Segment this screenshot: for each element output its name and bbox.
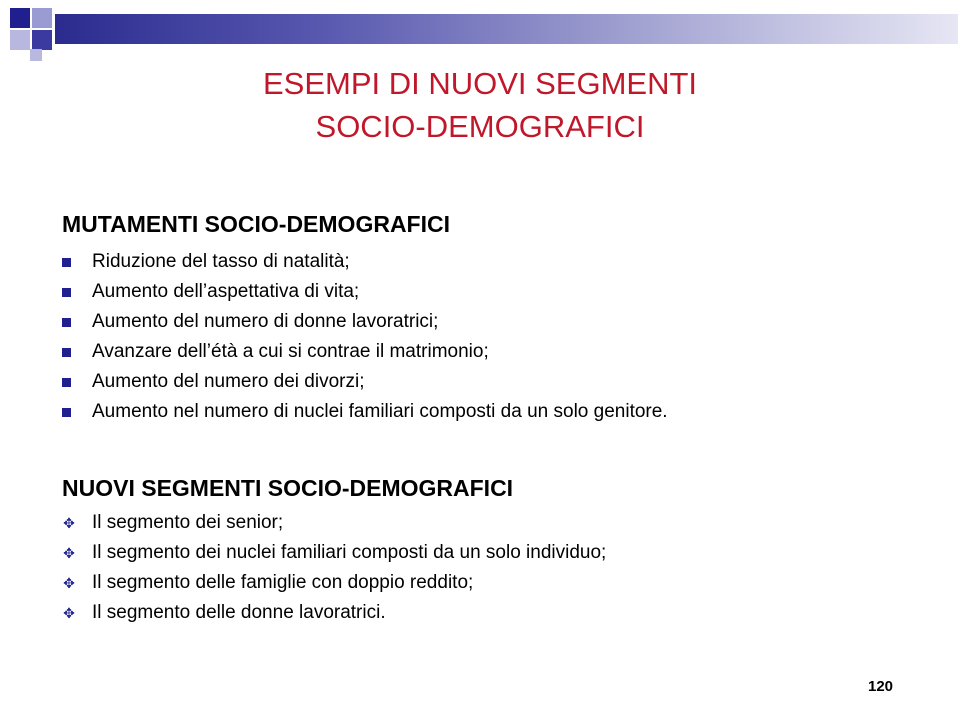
list-item — [62, 247, 668, 277]
section-heading-nuovi-segmenti: NUOVI SEGMENTI SOCIO-DEMOGRAFICI — [62, 475, 514, 501]
list-mutamenti — [62, 247, 668, 427]
list-item — [62, 538, 606, 568]
list-item — [62, 508, 606, 538]
header-gradient-bar — [55, 14, 958, 44]
corner-square-icon — [30, 49, 42, 61]
list-item-text: Riduzione del tasso di natalità; — [92, 251, 350, 272]
page-number: 120 — [868, 678, 894, 695]
four-point-star-bullet-icon: ✥ — [63, 545, 75, 561]
section-heading-mutamenti: MUTAMENTI SOCIO-DEMOGRAFICI — [62, 211, 450, 237]
square-bullet-icon — [62, 288, 71, 297]
list-item — [62, 307, 668, 337]
list-item-text: Aumento dell’aspettativa di vita; — [92, 281, 360, 302]
corner-square-icon — [10, 30, 30, 50]
square-bullet-icon — [62, 318, 71, 327]
four-point-star-bullet-icon: ✥ — [63, 515, 75, 531]
list-item-text: Il segmento dei senior; — [92, 512, 284, 533]
list-item-text: Aumento del numero dei divorzi; — [92, 371, 365, 392]
slide-title — [0, 62, 960, 148]
four-point-star-bullet-icon: ✥ — [63, 605, 75, 621]
list-item-text: Il segmento delle famiglie con doppio reddito; — [92, 572, 474, 593]
list-item-text: Il segmento delle donne lavoratrici. — [92, 602, 386, 623]
square-bullet-icon — [62, 408, 71, 417]
square-bullet-icon — [62, 348, 71, 357]
square-bullet-icon — [62, 258, 71, 267]
square-bullet-icon — [62, 378, 71, 387]
four-point-star-bullet-icon: ✥ — [63, 575, 75, 591]
corner-square-icon — [10, 8, 30, 28]
corner-square-icon — [32, 8, 52, 28]
list-item — [62, 277, 668, 307]
list-item — [62, 367, 668, 397]
list-item-text: Il segmento dei nuclei familiari composti da un solo individuo; — [92, 542, 607, 563]
list-item-text: Aumento nel numero di nuclei familiari composti da un solo genitore. — [92, 401, 668, 422]
list-item-text: Avanzare dell’étà a cui si contrae il matrimonio; — [92, 341, 489, 362]
corner-square-icon — [32, 30, 52, 50]
list-item — [62, 598, 606, 628]
list-nuovi-segmenti — [62, 508, 606, 628]
list-item-text: Aumento del numero di donne lavoratrici; — [92, 311, 439, 332]
slide-title-line-2: SOCIO-DEMOGRAFICI — [315, 109, 645, 144]
slide-title-line-1: ESEMPI DI NUOVI SEGMENTI — [262, 66, 698, 101]
list-item — [62, 568, 606, 598]
list-item — [62, 397, 668, 427]
list-item — [62, 337, 668, 367]
